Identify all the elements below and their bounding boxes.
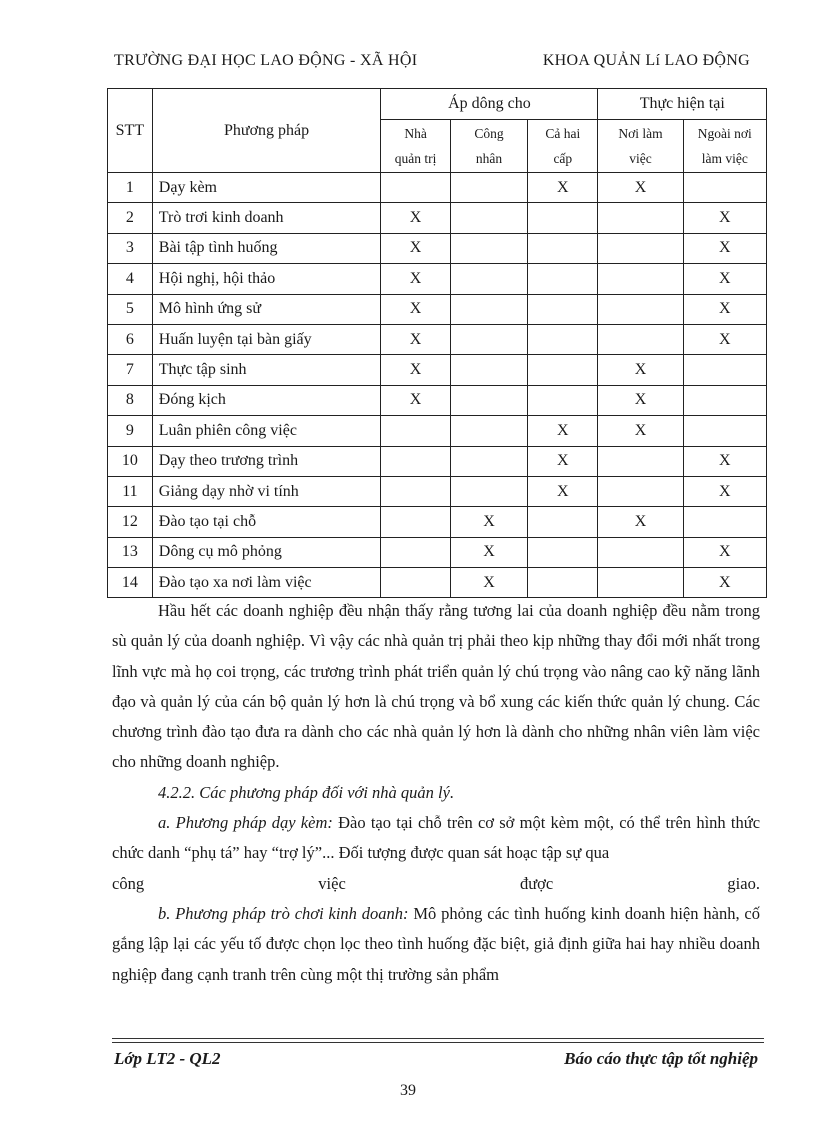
table-row bbox=[108, 294, 767, 324]
row-cell-both bbox=[528, 507, 598, 537]
row-cell-outside: X bbox=[683, 446, 766, 476]
row-cell-worker bbox=[450, 416, 527, 446]
row-cell-outside bbox=[683, 416, 766, 446]
col-method-header: Phương pháp bbox=[152, 89, 381, 173]
paragraph-b-text: Mô phỏng các tình huống kinh doanh hiện hành, cố gắng lập lại các yếu tố được chọn lọc theo tình huống đặc biệt, giả định giữa hai hay nhiều doanh nghiệp đang cạnh tranh trên cùng một thị trường sản phẩm bbox=[112, 903, 760, 984]
section-heading: 4.2.2. Các phương pháp đối với nhà quản lý. bbox=[158, 782, 455, 802]
row-cell-worker: X bbox=[450, 537, 527, 567]
row-cell-manager bbox=[381, 507, 450, 537]
table-row bbox=[108, 537, 767, 567]
row-cell-both bbox=[528, 537, 598, 567]
row-cell-workplace bbox=[598, 294, 683, 324]
row-stt: 1 bbox=[108, 173, 153, 203]
row-cell-workplace bbox=[598, 264, 683, 294]
row-cell-both bbox=[528, 355, 598, 385]
row-cell-workplace bbox=[598, 233, 683, 263]
row-method-name: Mô hình ứng sử bbox=[152, 294, 381, 324]
row-cell-outside: X bbox=[683, 294, 766, 324]
row-cell-workplace: X bbox=[598, 385, 683, 415]
row-cell-manager bbox=[381, 568, 450, 598]
row-cell-outside: X bbox=[683, 264, 766, 294]
row-cell-outside bbox=[683, 173, 766, 203]
row-cell-manager: X bbox=[381, 324, 450, 354]
row-cell-worker bbox=[450, 385, 527, 415]
table-row bbox=[108, 416, 767, 446]
table-row bbox=[108, 446, 767, 476]
row-cell-manager bbox=[381, 416, 450, 446]
paragraph-a-label: a. Phương pháp dạy kèm: bbox=[158, 813, 333, 833]
row-cell-both: X bbox=[528, 446, 598, 476]
header-faculty: KHOA QUẢN Lí LAO ĐỘNG bbox=[542, 52, 750, 69]
row-method-name: Đóng kịch bbox=[152, 385, 381, 415]
row-stt: 2 bbox=[108, 203, 153, 233]
table-row bbox=[108, 507, 767, 537]
row-cell-worker bbox=[450, 446, 527, 476]
row-cell-both bbox=[528, 385, 598, 415]
row-method-name: Bài tập tình huống bbox=[152, 233, 381, 263]
row-cell-both bbox=[528, 568, 598, 598]
row-cell-worker bbox=[450, 294, 527, 324]
paragraph-a bbox=[112, 808, 760, 869]
row-method-name: Dạy kèm bbox=[152, 173, 381, 203]
row-cell-worker: X bbox=[450, 568, 527, 598]
row-cell-both: X bbox=[528, 416, 598, 446]
table-row bbox=[108, 173, 767, 203]
row-cell-manager bbox=[381, 537, 450, 567]
row-method-name: Dông cụ mô phỏng bbox=[152, 537, 381, 567]
row-cell-outside bbox=[683, 355, 766, 385]
row-cell-manager: X bbox=[381, 355, 450, 385]
paragraph-a-last-line: công việc được giao. bbox=[112, 873, 760, 893]
row-stt: 4 bbox=[108, 264, 153, 294]
paragraph-a-text: Đào tạo tại chỗ trên cơ sở một kèm một, có thể trên hình thức chức danh “phụ tá” hay “trợ lý”... Đối tượng được quan sát hoạc tập sự qua bbox=[112, 813, 761, 863]
row-stt: 9 bbox=[108, 416, 153, 446]
row-cell-worker bbox=[450, 355, 527, 385]
row-cell-workplace bbox=[598, 324, 683, 354]
row-cell-both: X bbox=[528, 173, 598, 203]
row-cell-manager: X bbox=[381, 233, 450, 263]
row-cell-workplace: X bbox=[598, 173, 683, 203]
row-stt: 10 bbox=[108, 446, 153, 476]
row-stt: 3 bbox=[108, 233, 153, 263]
col-stt-header: STT bbox=[108, 89, 153, 173]
row-stt: 6 bbox=[108, 324, 153, 354]
row-cell-both bbox=[528, 264, 598, 294]
page-footer bbox=[112, 1049, 762, 1075]
row-cell-worker bbox=[450, 233, 527, 263]
row-cell-both bbox=[528, 324, 598, 354]
body-text bbox=[112, 596, 760, 990]
col-workplace-header: Nơi làm việc bbox=[598, 120, 683, 173]
row-stt: 13 bbox=[108, 537, 153, 567]
row-method-name: Huấn luyện tại bàn giấy bbox=[152, 324, 381, 354]
col-worker-header: Công nhân bbox=[450, 120, 527, 173]
row-cell-manager: X bbox=[381, 203, 450, 233]
row-cell-outside: X bbox=[683, 324, 766, 354]
group-place-header: Thực hiện tại bbox=[598, 89, 767, 120]
table-row bbox=[108, 324, 767, 354]
paragraph-b-label: b. Phương pháp trò chơi kinh doanh: bbox=[158, 903, 409, 923]
row-cell-outside bbox=[683, 385, 766, 415]
row-method-name: Thực tập sinh bbox=[152, 355, 381, 385]
row-stt: 5 bbox=[108, 294, 153, 324]
row-cell-workplace: X bbox=[598, 507, 683, 537]
row-cell-worker bbox=[450, 203, 527, 233]
table-row bbox=[108, 264, 767, 294]
row-cell-outside: X bbox=[683, 476, 766, 506]
row-cell-worker bbox=[450, 324, 527, 354]
row-method-name: Giảng dạy nhờ vi tính bbox=[152, 476, 381, 506]
footer-rule-bottom bbox=[112, 1042, 764, 1043]
row-method-name: Dạy theo trương trình bbox=[152, 446, 381, 476]
group-apply-header: Áp dông cho bbox=[381, 89, 598, 120]
row-stt: 8 bbox=[108, 385, 153, 415]
row-method-name: Hội nghị, hội thảo bbox=[152, 264, 381, 294]
row-cell-both bbox=[528, 294, 598, 324]
paragraph-b bbox=[112, 899, 760, 990]
row-method-name: Trò trơi kinh doanh bbox=[152, 203, 381, 233]
row-cell-outside: X bbox=[683, 568, 766, 598]
row-cell-worker: X bbox=[450, 507, 527, 537]
methods-table bbox=[107, 88, 767, 598]
footer-report-title: Báo cáo thực tập tốt nghiệp bbox=[564, 1049, 758, 1068]
footer-rule-top bbox=[112, 1038, 764, 1039]
header-university: TRƯỜNG ĐẠI HỌC LAO ĐỘNG - XÃ HỘI bbox=[114, 52, 418, 69]
table-row bbox=[108, 355, 767, 385]
col-manager-header: Nhà quản trị bbox=[381, 120, 450, 173]
row-cell-workplace bbox=[598, 446, 683, 476]
row-cell-both bbox=[528, 203, 598, 233]
row-method-name: Luân phiên công việc bbox=[152, 416, 381, 446]
table-row bbox=[108, 476, 767, 506]
row-cell-workplace: X bbox=[598, 355, 683, 385]
row-cell-both: X bbox=[528, 476, 598, 506]
row-cell-worker bbox=[450, 173, 527, 203]
row-stt: 11 bbox=[108, 476, 153, 506]
row-cell-manager: X bbox=[381, 264, 450, 294]
row-cell-both bbox=[528, 233, 598, 263]
row-stt: 7 bbox=[108, 355, 153, 385]
row-cell-workplace bbox=[598, 476, 683, 506]
col-both-header: Cả hai cấp bbox=[528, 120, 598, 173]
row-cell-workplace: X bbox=[598, 416, 683, 446]
table-row bbox=[108, 568, 767, 598]
table-row bbox=[108, 385, 767, 415]
row-cell-manager bbox=[381, 446, 450, 476]
row-stt: 14 bbox=[108, 568, 153, 598]
page-header bbox=[112, 52, 762, 76]
table-body bbox=[108, 173, 767, 598]
row-cell-outside bbox=[683, 507, 766, 537]
row-cell-workplace bbox=[598, 568, 683, 598]
row-cell-workplace bbox=[598, 537, 683, 567]
page-number: 39 bbox=[400, 1082, 416, 1099]
table-row bbox=[108, 203, 767, 233]
table-row bbox=[108, 233, 767, 263]
row-method-name: Đào tạo xa nơi làm việc bbox=[152, 568, 381, 598]
row-method-name: Đào tạo tại chỗ bbox=[152, 507, 381, 537]
row-cell-worker bbox=[450, 264, 527, 294]
row-cell-worker bbox=[450, 476, 527, 506]
row-cell-manager: X bbox=[381, 294, 450, 324]
row-cell-workplace bbox=[598, 203, 683, 233]
footer-class: Lớp LT2 - QL2 bbox=[114, 1049, 221, 1068]
paragraph-intro: Hầu hết các doanh nghiệp đều nhận thấy rằng tương lai của doanh nghiệp đều nằm trong sù quản lý của doanh nghiệp. Vì vậy các nhà quản trị phải theo kịp những thay đổi mới nhất trong lĩnh vực mà họ coi trọng, các trương trình phát triển quản lý chú trọng vào nâng cao kỹ năng lãnh đạo và quản lý của cán bộ quản lý hơn là chú trọng và bổ xung các kiến thức quản lý chung. Các chương trình đào tạo đưa ra dành cho các nhà quản lý hơn là dành cho những nhân viên làm việc cho những doanh nghiệp. bbox=[112, 601, 760, 772]
row-cell-outside: X bbox=[683, 203, 766, 233]
col-outside-header: Ngoài nơi làm việc bbox=[683, 120, 766, 173]
row-cell-manager bbox=[381, 476, 450, 506]
row-cell-outside: X bbox=[683, 537, 766, 567]
row-cell-manager: X bbox=[381, 385, 450, 415]
row-stt: 12 bbox=[108, 507, 153, 537]
row-cell-outside: X bbox=[683, 233, 766, 263]
row-cell-manager bbox=[381, 173, 450, 203]
